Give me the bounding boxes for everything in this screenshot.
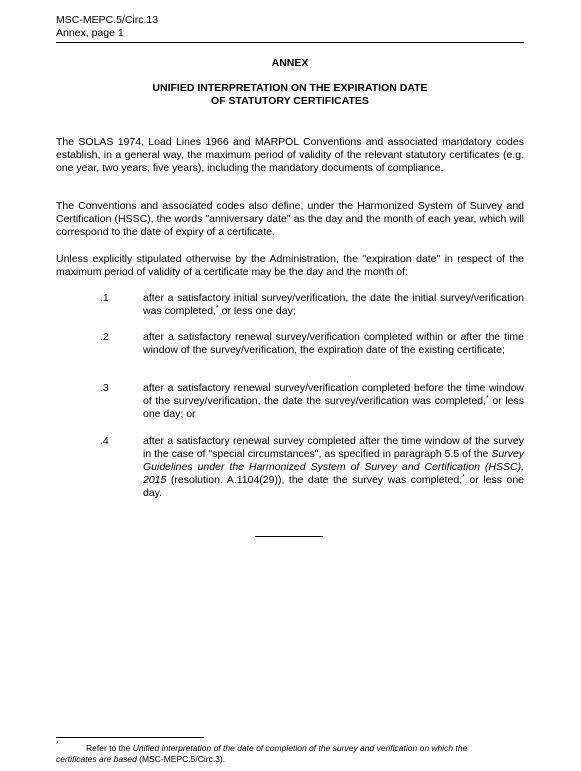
header-rule (56, 42, 524, 43)
footnote-ref[interactable]: * (462, 474, 465, 481)
document-title-line-1: UNIFIED INTERPRETATION ON THE EXPIRATION DATE (152, 82, 428, 94)
list-item-number: .1 (100, 292, 109, 304)
annex-title: ANNEX (271, 57, 309, 69)
document-title-line-2: OF STATUTORY CERTIFICATES (211, 95, 369, 107)
footnote-mark: * (56, 741, 59, 748)
list-item-number: .2 (100, 331, 109, 343)
list-item-number: .4 (100, 435, 109, 447)
document-title (56, 82, 524, 108)
paragraph-2: The Conventions and associated codes also define, under the Harmonized System of Survey and Certification (HSSC), the words "anniversary date" as the day and the month of each year, which will correspond to the date of expiry of a certificate. (56, 200, 524, 238)
list-item-text: after a satisfactory renewal survey completed after the time window of the survey in the case of "special circumstances", as specified in paragraph 5.5 of the Survey Guidelines under the Harmonized System of Survey and Certification (HSSC), 2015 (resolution. A.1104(29)), the date the survey was completed,* or less one day. (143, 435, 525, 499)
footnote-text: Refer to the Unified interpretation of the date of completion of the survey and verification on which the (86, 743, 468, 753)
guidelines-title: Survey Guidelines under the Harmonized System of Survey and Certification (HSSC), 2015 (143, 448, 524, 486)
paragraph-1: The SOLAS 1974, Load Lines 1966 and MARPOL Conventions and associated mandatory codes establish, in a general way, the maximum period of validity of the relevant statutory certificates (e.g. one year, two years, five years), including the mandatory documents of compliance. (56, 136, 524, 174)
page-header (56, 14, 158, 40)
list-item-number: .3 (100, 382, 109, 394)
footnote-ref[interactable]: * (486, 395, 489, 402)
end-of-annex-rule (255, 536, 323, 537)
list-item-text: after a satisfactory initial survey/verification, the date the initial survey/verification was completed,* or less one day; (143, 292, 524, 317)
paragraph-3: Unless explicitly stipulated otherwise by the Administration, the "expiration date" in respect of the maximum period of validity of a certificate may be the day and the month of: (56, 253, 524, 278)
list-item-text: after a satisfactory renewal survey/verification completed before the time window of the survey/verification, the date the survey/verification was completed,* or less one day; or (143, 382, 524, 420)
footnote-ref[interactable]: * (215, 305, 219, 312)
list-item-text: after a satisfactory renewal survey/verification completed within or after the time window of the survey/verification, the expiration date of the existing certificate; (143, 331, 524, 356)
footnote-rule (56, 737, 204, 738)
annex-page-label: Annex, page 1 (56, 27, 124, 39)
footnote-text-continued: certificates are based (MSC-MEPC.5/Circ.3). (56, 754, 226, 764)
document-number: MSC-MEPC.5/Circ.13 (56, 14, 159, 26)
